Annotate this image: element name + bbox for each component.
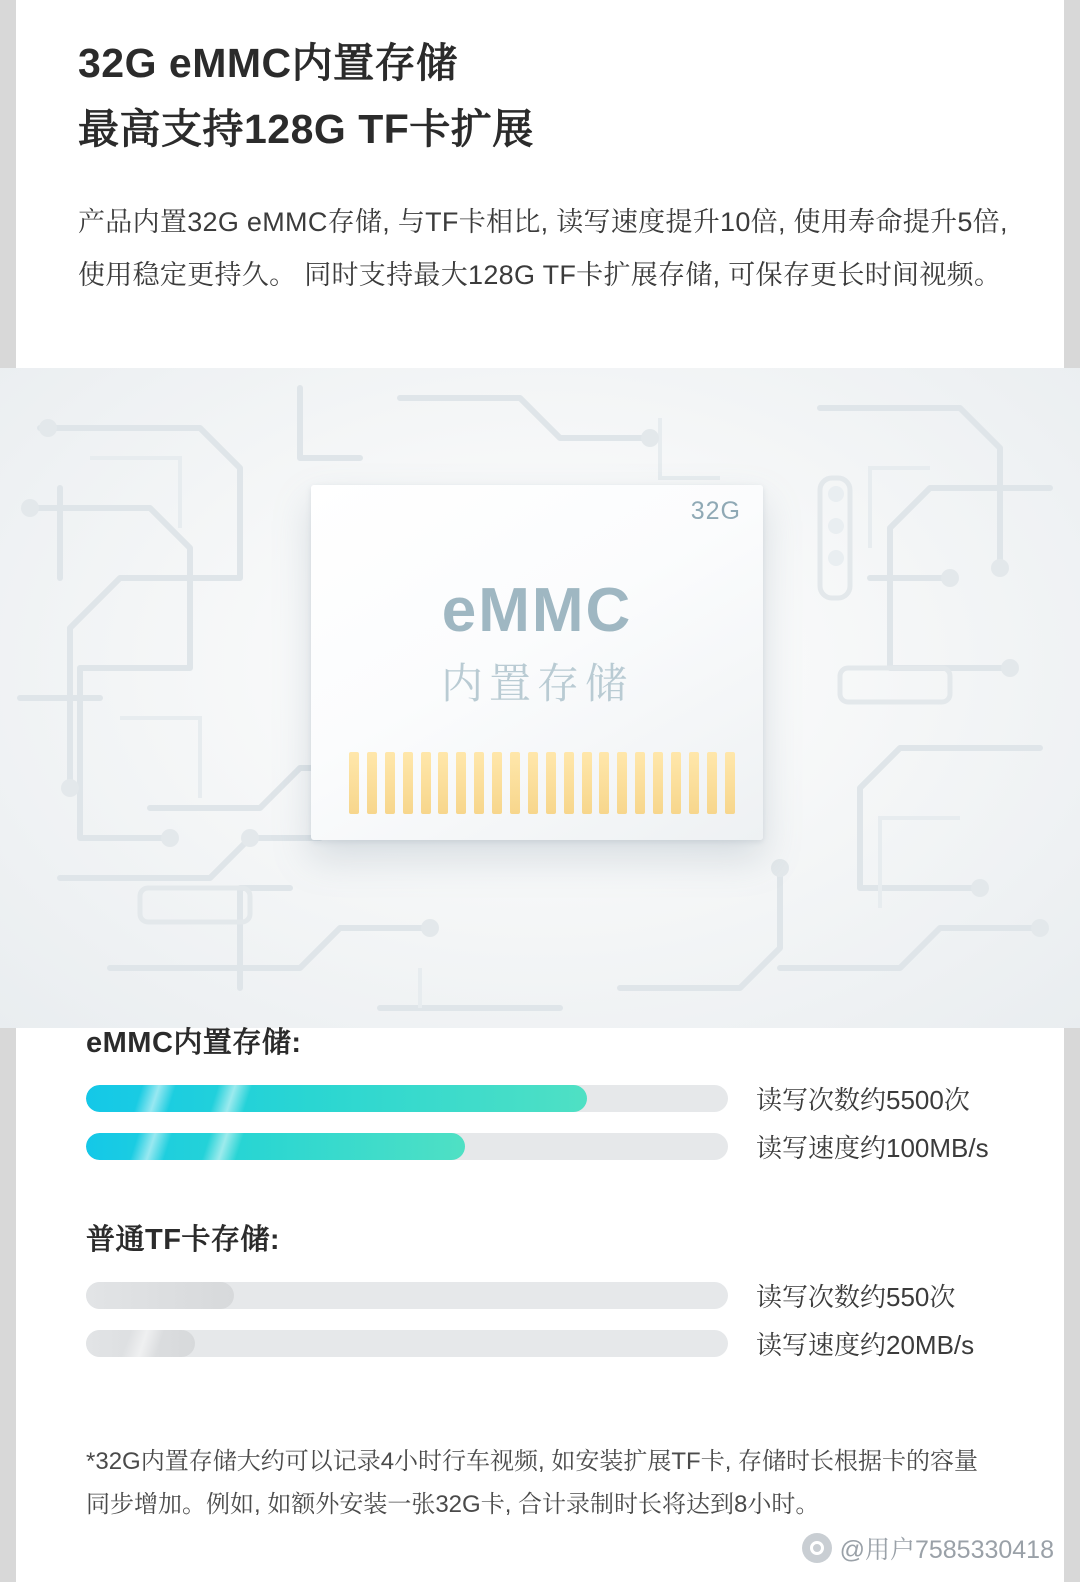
metric-label: 读写次数约550次	[756, 1281, 956, 1312]
bar-track	[86, 1330, 728, 1357]
bar-track	[86, 1085, 728, 1112]
chip-title: eMMC	[441, 576, 633, 645]
intro-paragraph: 产品内置32G eMMC存储, 与TF卡相比, 读写速度提升10倍, 使用寿命提升5倍, 使用稳定更持久。 同时支持最大128G TF卡扩展存储, 可保存更长时间视频。	[78, 207, 1008, 290]
metric-row	[86, 1131, 994, 1161]
weibo-icon	[802, 1533, 832, 1563]
bar-track	[86, 1133, 728, 1160]
bar-track	[86, 1282, 728, 1309]
comparison-section	[0, 1020, 1080, 1376]
metric-row	[86, 1328, 994, 1358]
emmc-chip	[311, 485, 763, 840]
header-block	[78, 30, 1008, 302]
metric-row	[86, 1083, 994, 1113]
page-title-line2: 最高支持128G TF卡扩展	[78, 106, 534, 152]
circuit-board-illustration	[0, 368, 1080, 1028]
group-emmc	[86, 1020, 994, 1161]
metric-row	[86, 1280, 994, 1310]
bar-fill	[86, 1282, 234, 1309]
group-tf	[86, 1217, 994, 1358]
group-tf-title: 普通TF卡存储:	[86, 1224, 281, 1256]
watermark	[802, 1530, 1054, 1566]
page-title-line1: 32G eMMC内置存储	[78, 40, 458, 86]
metric-label: 读写速度约100MB/s	[756, 1132, 989, 1163]
metric-label: 读写速度约20MB/s	[756, 1329, 975, 1360]
chip-capacity-label: 32G	[690, 497, 741, 525]
group-emmc-title: eMMC内置存储:	[86, 1027, 302, 1059]
footnote-text: *32G内置存储大约可以记录4小时行车视频, 如安装扩展TF卡, 存储时长根据卡的容量同步增加。例如, 如额外安装一张32G卡, 合计录制时长将达到8小时。	[86, 1448, 979, 1518]
metric-label: 读写次数约5500次	[756, 1084, 970, 1115]
watermark-username: @用户7585330418	[839, 1536, 1054, 1564]
chip-subtitle: 内置存储	[440, 660, 633, 707]
chip-pins	[349, 752, 735, 814]
